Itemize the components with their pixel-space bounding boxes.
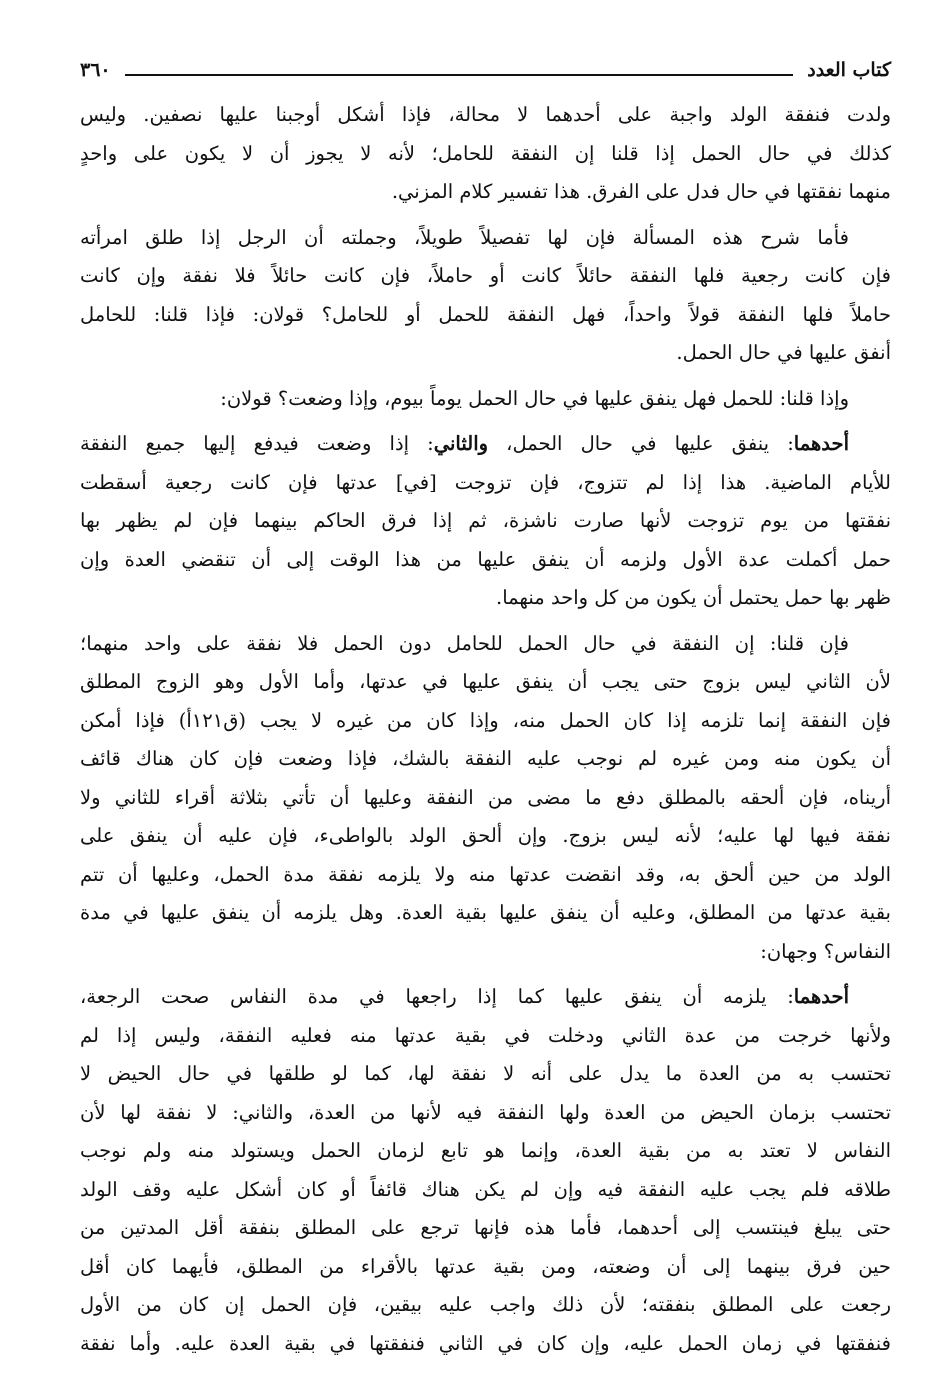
text-line (80, 1132, 891, 1171)
text-line (80, 740, 891, 779)
text-segment: : يلزمه أن ينفق عليها كما إذا راجعها في مدة النفاس صحت الرجعة، (80, 985, 794, 1008)
text-line (80, 856, 891, 895)
bold-term: والثاني (433, 432, 489, 455)
text-segment: لأن الثاني ليس بزوج حتى يجب أن ينفق عليها في عدتها، وأما الأول وهو الزوج المطلق (80, 670, 891, 693)
paragraph (80, 219, 891, 373)
text-line (80, 1094, 891, 1133)
text-segment: الولد من حين ألحق به، وقد انقضت عدتها منه ولا يلزمه نفقة مدة الحمل، وعليها أن تتم (80, 862, 891, 886)
text-line (80, 296, 891, 335)
text-segment: حتى يبلغ فينتسب إلى أحدهما، فأما هذه فإنها ترجع على المطلق بنفقة أقل المدتين من (80, 1216, 891, 1239)
text-line (80, 173, 891, 212)
chapter-title: كتاب العدد (807, 59, 891, 81)
text-line (80, 663, 891, 702)
text-segment: : ينفق عليها في حال الحمل، (488, 432, 794, 455)
text-segment: طلاقه فلم يجب عليه النفقة فيه وإن لم يكن هناك قائفاً أو كان أشكل عليه وقف الولد (80, 1177, 891, 1201)
text-segment: ولدت فنفقة الولد واجبة على أحدهما لا محالة، فإذا أشكل أوجبنا عليها نصفين. وليس (80, 103, 891, 126)
running-header (80, 52, 891, 88)
text-line (80, 933, 891, 972)
text-segment: ظهر بها حمل يحتمل أن يكون من كل واحد منهما. (496, 586, 891, 609)
text-segment: رجعت على المطلق بنفقته؛ لأن ذلك واجب عليه بيقين، فإن الحمل إن كان من الأول (80, 1293, 891, 1316)
text-segment: أن يكون منه ومن غيره لم نوجب عليه النفقة بالشك، فإذا وضعت فإن كان هناك قائف (80, 747, 891, 770)
text-line (80, 779, 891, 818)
header-rule (125, 74, 794, 76)
text-line (80, 502, 891, 541)
paragraph (80, 978, 891, 1363)
text-line (80, 541, 891, 580)
text-line (80, 425, 891, 464)
text-line (80, 96, 891, 135)
text-segment: فأما شرح هذه المسألة فإن لها تفصيلاً طويلاً، وجملته أن الرجل إذا طلق امرأته (80, 225, 849, 249)
text-line (80, 1286, 891, 1325)
text-segment: حين فرق بينهما إلى أن وضعته، ومن بقية عدتها بالأقراء من المطلق، فأيهما كان أقل (80, 1254, 891, 1278)
text-segment: ولأنها خرجت من عدة الثاني ودخلت في بقية عدتها منه فعليه النفقة، وليس إذا لم (80, 1023, 891, 1047)
text-line (80, 219, 891, 258)
paragraph (80, 380, 891, 419)
paragraph (80, 96, 891, 212)
text-line (80, 1055, 891, 1094)
paragraph (80, 425, 891, 618)
text-line (80, 978, 891, 1017)
text-segment: أنفق عليها في حال الحمل. (676, 341, 891, 364)
text-segment: نفقتها من يوم تزوجت لأنها صارت ناشزة، ثم إذا فرق الحاكم بينهما فإن لم يظهر بها (80, 509, 891, 532)
text-segment: نفقة فيها لها عليه؛ لأنه ليس بزوج. وإن ألحق الولد بالواطىء، فإن عليه أن ينفق على (80, 824, 891, 847)
text-line (80, 625, 891, 664)
text-segment: فإن كانت رجعية فلها النفقة حائلاً كانت أو حاملاً، فإن كانت حائلاً فلا نفقة وإن كانت (80, 264, 891, 287)
text-segment: النفاس لا تعتد به من بقية العدة، وإنما هو تابع لزمان الحمل ويستولد منه ولم نوجب (80, 1139, 891, 1162)
text-segment: تحتسب به من العدة ما يدل على أنه لا نفقة لها، كما لو طلقها في حال الحيض لا (80, 1062, 891, 1085)
text-line (80, 257, 891, 296)
text-segment: للأيام الماضية. هذا إذا لم تتزوج، فإن تزوجت [في] عدتها فإن كانت رجعية أسقطت (80, 470, 891, 494)
text-line (80, 1209, 891, 1248)
text-segment: حمل أكملت عدة الأول ولزمه أن ينفق عليها من هذا الوقت إلى أن تنقضي العدة وإن (80, 547, 891, 571)
paragraph (80, 625, 891, 972)
text-line (80, 334, 891, 373)
text-line (80, 579, 891, 618)
book-page (80, 52, 891, 1363)
text-segment: فإن النفقة إنما تلزمه إذا كان الحمل منه، وإذا كان من غيره لا يجب (ق١٢١أ) فإذا أمكن (80, 708, 891, 732)
text-segment: فإن قلنا: إن النفقة في حال الحمل للحامل دون الحمل فلا نفقة على واحد منهما؛ (80, 631, 849, 655)
text-segment: منهما نفقتها في حال فدل على الفرق. هذا تفسير كلام المزني. (391, 180, 891, 203)
text-segment: فنفقتها في زمان الحمل عليه، وإن كان في الثاني فنفقتها في بقية العدة عليه. وأما نفقة (80, 1331, 891, 1355)
text-segment: النفاس؟ وجهان: (760, 939, 891, 963)
text-segment: كذلك في حال الحمل إذا قلنا إن النفقة للحامل؛ لأنه لا يجوز أن لا يكون على واحدٍ (80, 141, 891, 165)
text-line (80, 1325, 891, 1364)
text-segment: : إذا وضعت فيدفع إليها جميع النفقة (80, 432, 434, 455)
text-line (80, 894, 891, 933)
page-body (80, 96, 891, 1363)
text-segment: حاملاً فلها النفقة قولاً واحداً، فهل النفقة للحمل أو للحامل؟ قولان: فإذا قلنا: للحامل (80, 302, 891, 326)
bold-term: أحدهما (793, 985, 849, 1008)
text-line (80, 1248, 891, 1287)
text-segment: بقية عدتها من المطلق، وعليه أن ينفق عليها بقية العدة. وهل يلزمه أن ينفق عليها في مدة (80, 901, 891, 924)
text-line (80, 817, 891, 856)
text-line (80, 135, 891, 174)
text-line (80, 380, 891, 419)
text-segment: وإذا قلنا: للحمل فهل ينفق عليها في حال الحمل يوماً بيوم، وإذا وضعت؟ قولان: (220, 386, 849, 410)
text-line (80, 702, 891, 741)
text-segment: أريناه، فإن ألحقه بالمطلق دفع ما مضى من النفقة وعليها أن تأتي بثلاثة أقراء للثاني ولا (80, 785, 891, 809)
text-line (80, 1171, 891, 1210)
text-line (80, 1017, 891, 1056)
bold-term: أحدهما (793, 432, 849, 455)
page-number: ٣٦٠ (80, 59, 111, 81)
text-line (80, 464, 891, 503)
text-segment: تحتسب بزمان الحيض من العدة ولها النفقة فيه لأنها من العدة، والثاني: لا نفقة لها لأن (80, 1100, 891, 1124)
